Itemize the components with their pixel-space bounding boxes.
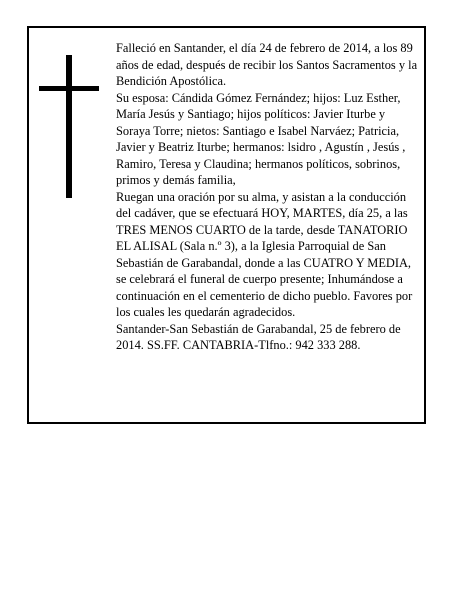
family-list: Su esposa: Cándida Gómez Fernández; hijos: Luz Esther, María Jesús y Santiago; hijos políticos: Javier Iturbe y Soraya Torre; nietos: Santiago e Isabel Narváez; Patricia, Javier y Beatriz Iturbe; hermanos: lsidro , Agustín , Jesús , Ramiro, Teresa y Claudina; hermanos políticos, sobrinos, primos y demás familia, [116, 90, 406, 187]
place-date-signature: Santander-San Sebastián de Garabandal, 25 de febrero de 2014. SS.FF. CANTABRIA-Tlfno.: 942 333 288. [116, 321, 401, 352]
death-announcement: Falleció en Santander, el día 24 de febrero de 2014, a los 89 años de edad, después de recibir los Santos Sacramentos y la Bendición Apostólica. [116, 41, 418, 88]
cross-icon [39, 55, 99, 198]
cross-vertical-bar [66, 55, 72, 198]
obituary-notice [27, 26, 426, 424]
funeral-details: Ruegan una oración por su alma, y asistan a la conducción del cadáver, que se efectuará HOY, MARTES, día 25, a las TRES MENOS CUARTO de la tarde, desde TANATORIO EL ALISAL (Sala n.º 3), a la Iglesia Parroquial de San Sebastián de Garabandal, donde a las CUATRO Y MEDIA, se celebrará el funeral de cuerpo presente; Inhumándose a continuación en el cementerio de dicho pueblo. Favores por los cuales les quedarán agradecidos. [116, 189, 413, 319]
notice-text [116, 40, 422, 354]
cross-horizontal-bar [39, 86, 99, 91]
